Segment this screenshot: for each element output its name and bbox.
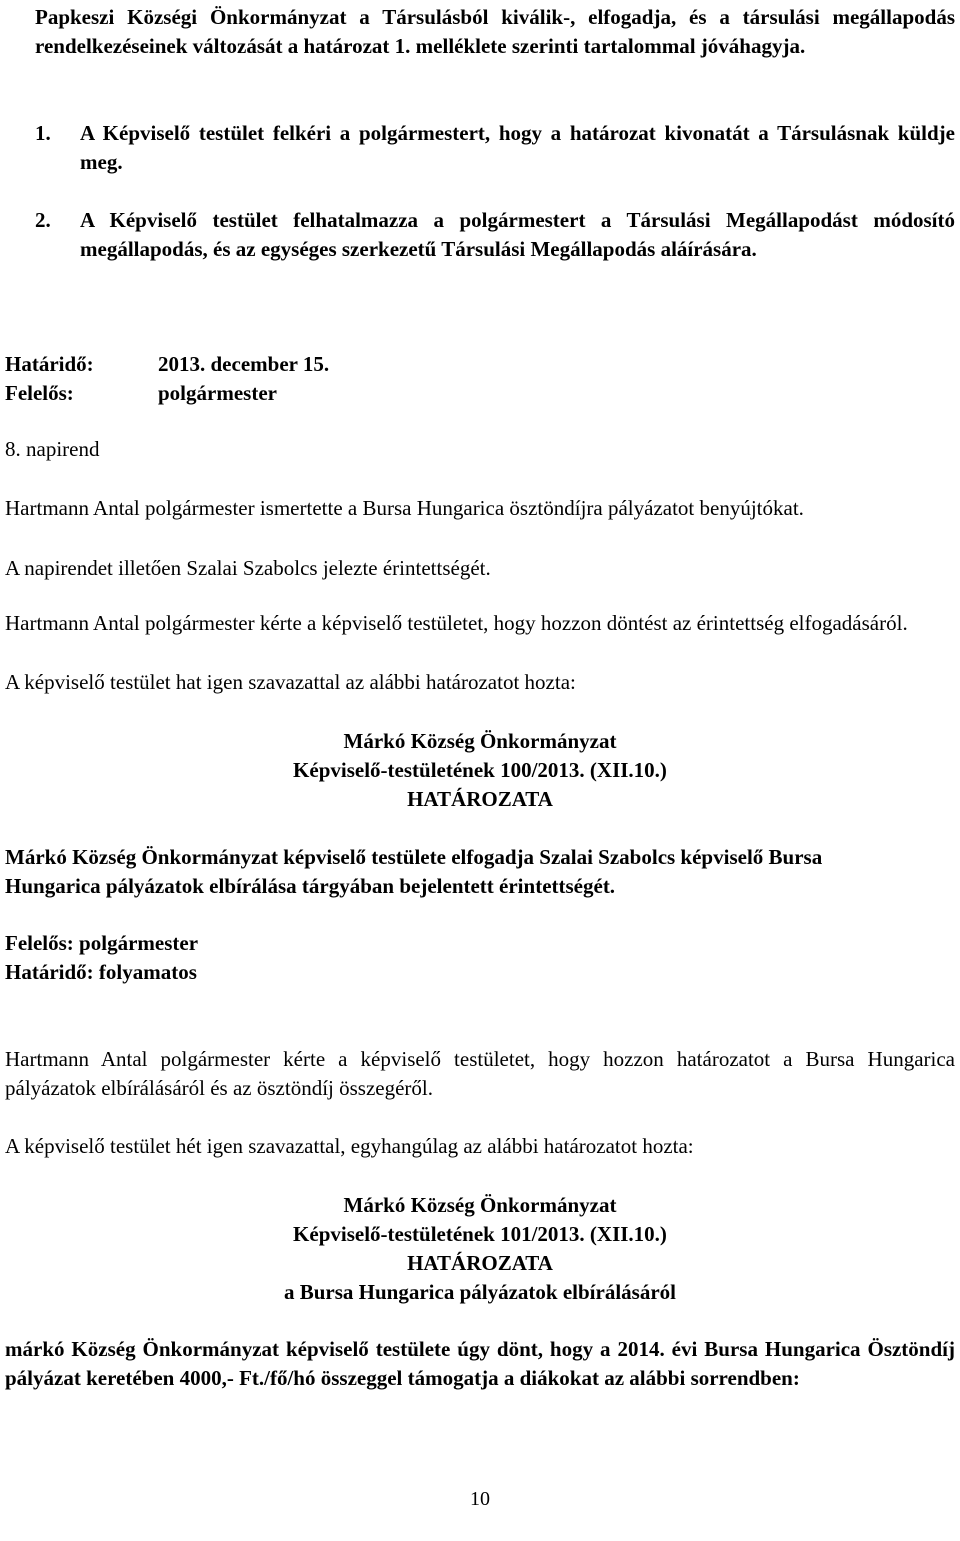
resolution-100-responsible: Felelős: polgármester (5, 931, 199, 955)
resolution-100-line-1: Márkó Község Önkormányzat (343, 729, 617, 753)
item-1-number: 1. (35, 121, 51, 145)
item-2-text: A Képviselő testület felhatalmazza a polgármestert a Társulási Megállapodást módosító megállapodás, és az egységes szerkezetű Társulási Megállapodás aláírására. (80, 208, 955, 261)
resolution-100-deadline: Határidő: folyamatos (5, 960, 197, 984)
resolution-100-header (0, 727, 960, 814)
resolution-item-2 (35, 206, 955, 264)
agenda-title: 8. napirend (5, 437, 100, 461)
resolution-100-line-2: Képviselő-testületének 100/2013. (XII.10.) (293, 758, 667, 782)
deadline-label: Határidő: (5, 352, 94, 376)
agenda-paragraph-1: Hartmann Antal polgármester ismertette a Bursa Hungarica ösztöndíjra pályázatot benyújtókat. (5, 496, 804, 520)
mid-paragraph-1: Hartmann Antal polgármester kérte a képviselő testületet, hogy hozzon határozatot a Bursa Hungarica pályázatok elbírálásáról és az ösztöndíj összegéről. (5, 1047, 955, 1100)
resolution-100-body: Márkó Község Önkormányzat képviselő testülete elfogadja Szalai Szabolcs képviselő Bursa Hungarica pályázatok elbírálása tárgyában bejelentett érintettségét. (5, 845, 823, 898)
intro-paragraph: Papkeszi Községi Önkormányzat a Társulásból kiválik-, elfogadja, és a társulási megállapodás rendelkezéseinek változását a határozat 1. melléklete szerinti tartalommal jóváhagyja. (35, 5, 955, 58)
deadline-value: 2013. december 15. (158, 352, 330, 376)
responsible-line (5, 379, 277, 408)
resolution-101-line-1: Márkó Község Önkormányzat (343, 1193, 617, 1217)
item-2-number: 2. (35, 208, 51, 232)
resolution-item-1 (35, 119, 955, 177)
resolution-101-line-2: Képviselő-testületének 101/2013. (XII.10.) (293, 1222, 667, 1246)
resolution-100-line-3: HATÁROZATA (407, 787, 553, 811)
responsible-label: Felelős: (5, 381, 74, 405)
page-number: 10 (470, 1488, 490, 1510)
agenda-paragraph-3: Hartmann Antal polgármester kérte a képviselő testületet, hogy hozzon döntést az érintettség elfogadásáról. (5, 611, 908, 635)
mid-paragraph-2: A képviselő testület hét igen szavazattal, egyhangúlag az alábbi határozatot hozta: (5, 1134, 694, 1158)
resolution-101-line-4: a Bursa Hungarica pályázatok elbírálásáról (283, 1280, 676, 1304)
agenda-paragraph-4: A képviselő testület hat igen szavazattal az alábbi határozatot hozta: (5, 670, 576, 694)
resolution-101-body: márkó Község Önkormányzat képviselő testülete úgy dönt, hogy a 2014. évi Bursa Hungarica Ösztöndíj pályázat keretében 4000,- Ft./fő/hó összeggel támogatja a diákokat az alábbi sorrendben: (5, 1337, 955, 1390)
item-1-text: A Képviselő testület felkéri a polgármestert, hogy a határozat kivonatát a Társulásnak küldje meg. (80, 121, 955, 174)
deadline-line (5, 350, 329, 379)
agenda-paragraph-2: A napirendet illetően Szalai Szabolcs jelezte érintettségét. (5, 556, 491, 580)
resolution-101-line-3: HATÁROZATA (407, 1251, 553, 1275)
resolution-101-header (0, 1191, 960, 1307)
responsible-value: polgármester (158, 381, 277, 405)
